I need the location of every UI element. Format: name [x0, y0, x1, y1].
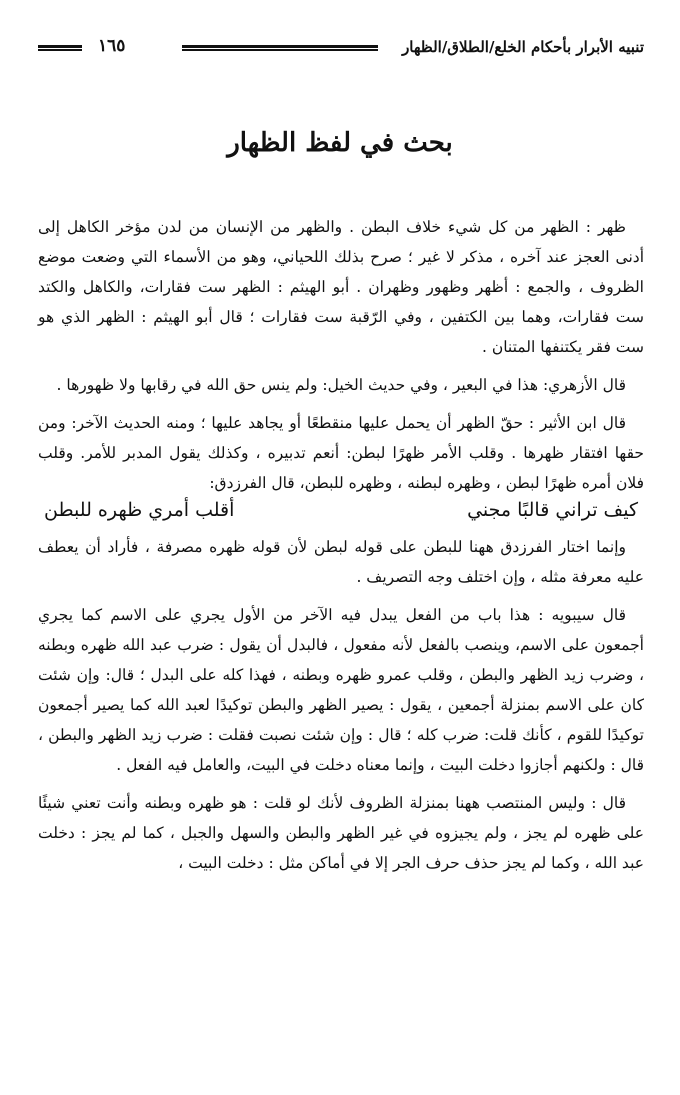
running-title: تنبيه الأبرار بأحكام الخلع/الطلاق/الظهار — [402, 38, 644, 56]
paragraph: قال سيبويه : هذا باب من الفعل يبدل فيه الآخر من الأول يجري على الاسم كما يجري أجمعون على الاسم، وينصب بالفعل لأنه مفعول ، فالبدل أن يقول : ضرب عبد الله ظهره وبطنه ، وضرب زيد الظهر والبطن ، وقلب عمرو ظهره وبطنه ، فهذا كله على البدل ؛ قال: وإن شئت كان على الاسم بمنزلة أجمعين ، يقول : يصير الظهر والبطن توكيدًا لعبد الله كما يصير أجمعون توكيدًا للقوم ، كأنك قلت: ضرب كله ؛ قال : وإن شئت نصبت فقلت : ضرب زيد الظهر والبطن ، قال : ولكنهم أجازوا دخلت البيت ، وإنما معناه دخلت في البيت، والعامل فيه الفعل . — [38, 606, 644, 774]
paragraph: ظهر : الظهر من كل شيء خلاف البطن . والظهر من الإنسان من لدن مؤخر الكاهل إلى أدنى العجز عند آخره ، مذكر لا غير ؛ صرح بذلك اللحياني، وهو من الأسماء التي وضعت موضع الظروف ، والجمع : أظهر وظهور وظهران . أبو الهيثم : الظهر ست فقارات، والكاهل والكتد ست فقارات، وهما بين الكتفين ، وفي الرّقبة ست فقارات ؛ قال أبو الهيثم : الظهر الذي هو ست فقر يكتنفها المتنان . — [38, 218, 644, 356]
header-rule — [182, 45, 378, 51]
poetry-verse — [38, 494, 644, 526]
section-heading: بحث في لفظ الظهار — [227, 128, 453, 158]
paragraph: قال ابن الأثير : حقّ الظهر أن يحمل عليها منقطعًا أو يجاهد عليها ؛ ومنه الحديث الآخر: ومن حقها افتقار ظهرها . وقلب الأمر ظهرًا لبطن: أنعم تدبيره ، وكذلك يقول المدبر للأمر. وقلب فلان أمره ظهرًا لبطن ، وظهره لبطنه ، وظهره للبطن، قال الفرزدق: — [38, 414, 644, 492]
page-number: ١٦٥ — [98, 36, 126, 56]
running-header — [38, 36, 644, 62]
header-rule-end — [38, 45, 82, 51]
paragraph: قال : وليس المنتصب ههنا بمنزلة الظروف لأنك لو قلت : هو ظهره وبطنه وأنت تعني شيئًا على ظهره لم يجز ، ولم يجيزوه في غير الظهر والبطن والسهل والجبل ، كما لم يجز : دخلت عبد الله ، وكما لم يجز حذف حرف الجر إلا في أماكن مثل : دخلت البيت ، — [38, 794, 644, 872]
paragraph: وإنما اختار الفرزدق ههنا للبطن على قوله لبطن لأن قوله ظهره مصرفة ، فأراد أن يعطف عليه معرفة مثله ، وإن اختلف وجه التصريف . — [38, 538, 644, 586]
verse-hemistich-right: كيف تراني قالبًا مجني — [467, 499, 638, 521]
body-text — [38, 212, 644, 886]
verse-hemistich-left: أقلب أمري ظهره للبطن — [44, 499, 235, 521]
paragraph: قال الأزهري: هذا في البعير ، وفي حديث الخيل: ولم ينس حق الله في رقابها ولا ظهورها . — [56, 376, 626, 394]
